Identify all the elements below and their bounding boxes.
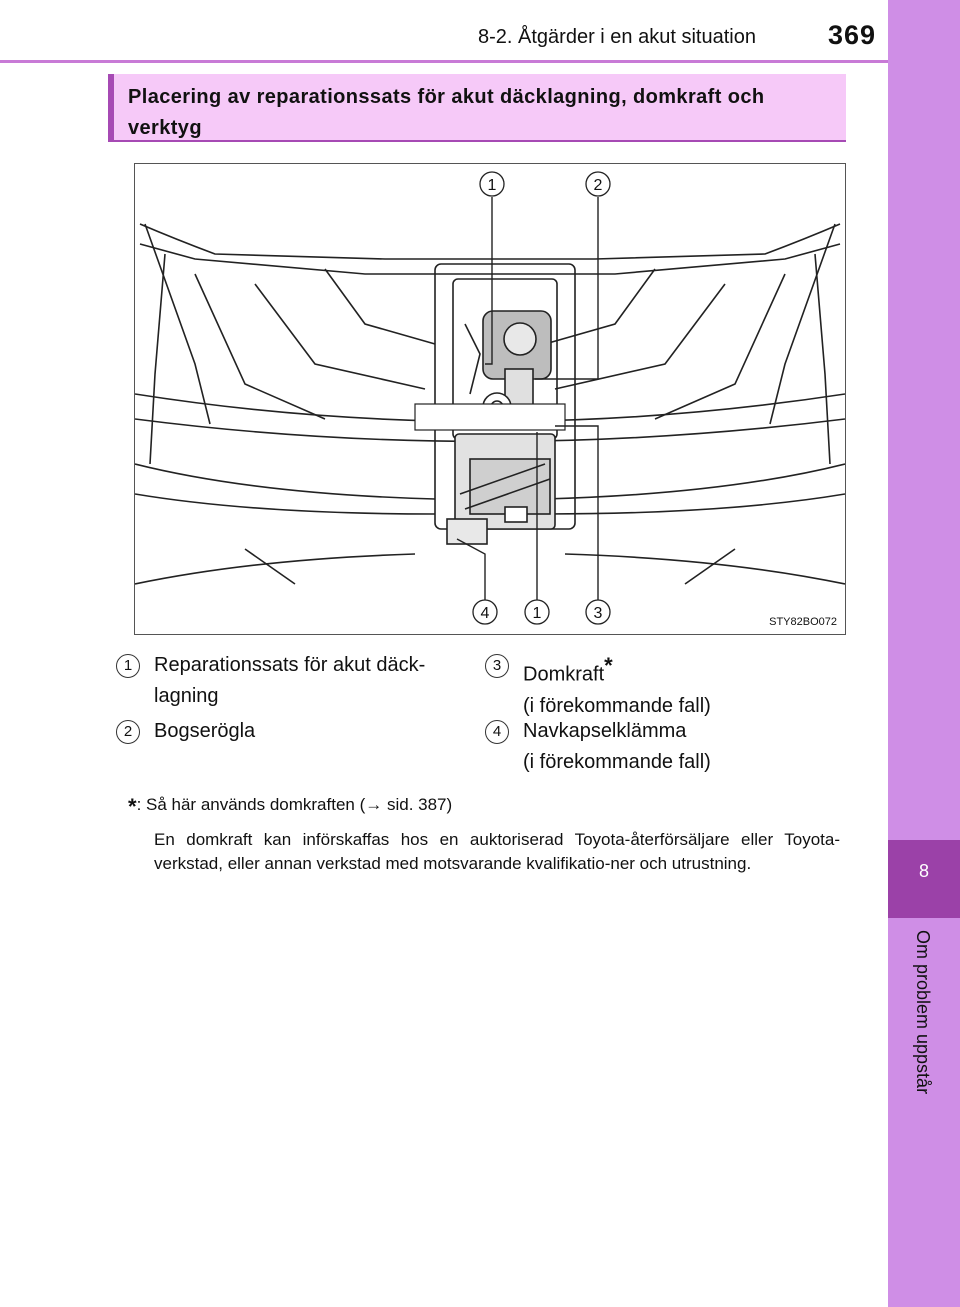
header-rule [0, 60, 888, 63]
legend-number: 1 [116, 654, 140, 678]
chapter-heading: 8-2. Åtgärder i en akut situation [478, 26, 756, 48]
chapter-title-text: Om problem uppstår [913, 930, 933, 1095]
legend-line1: Reparationssats för akut däck- [154, 654, 426, 676]
legend-text [523, 716, 711, 778]
callout-bottom-1: 1 [532, 605, 542, 622]
footnote-marker: * [128, 794, 137, 819]
legend-text [154, 716, 255, 747]
legend-number: 3 [485, 654, 509, 678]
callout-bottom-4: 4 [480, 605, 490, 622]
footnote-text[interactable]: : Så här används domkraften (→ sid. 387) [136, 795, 453, 814]
chapter-title-vertical [912, 930, 936, 1170]
legend-line1 [523, 650, 711, 691]
legend-line2: (i förekommande fall) [523, 694, 711, 717]
section-title [108, 74, 846, 142]
figure-code: STY82BO072 [769, 616, 837, 628]
luggage-compartment-illustration [134, 163, 846, 635]
chapter-tab-active[interactable] [888, 840, 960, 918]
legend-line1: Navkapselklämma [523, 720, 687, 742]
illustration-drawing [135, 164, 845, 634]
section-title-line1: Placering av reparationssats för akut däcklagning, domkraft och [128, 86, 765, 108]
legend-number: 4 [485, 720, 509, 744]
legend-number: 2 [116, 720, 140, 744]
asterisk-marker: * [604, 653, 613, 678]
legend-line1: Bogserögla [154, 720, 256, 742]
legend-label: Domkraft [523, 663, 605, 686]
callout-bottom-3: 3 [593, 605, 603, 622]
legend-line2: lagning [154, 685, 219, 707]
section-title-line2: verktyg [128, 117, 202, 139]
callout-top-1: 1 [487, 177, 497, 194]
chapter-number: 8 [918, 861, 929, 881]
footnote [128, 790, 453, 819]
legend-text [523, 650, 711, 722]
legend-line2: (i förekommande fall) [523, 751, 711, 773]
body-paragraph: En domkraft kan införskaffas hos en auktoriserad Toyota-återförsäljare eller Toyota-verkstad, eller annan verkstad med motsvarande kvalifikatio-ner och utrustning. [154, 830, 840, 873]
legend-text [154, 650, 425, 712]
page-number: 369 [828, 20, 877, 50]
chapter-side-tab[interactable] [888, 0, 960, 1307]
callout-top-2: 2 [593, 177, 603, 194]
